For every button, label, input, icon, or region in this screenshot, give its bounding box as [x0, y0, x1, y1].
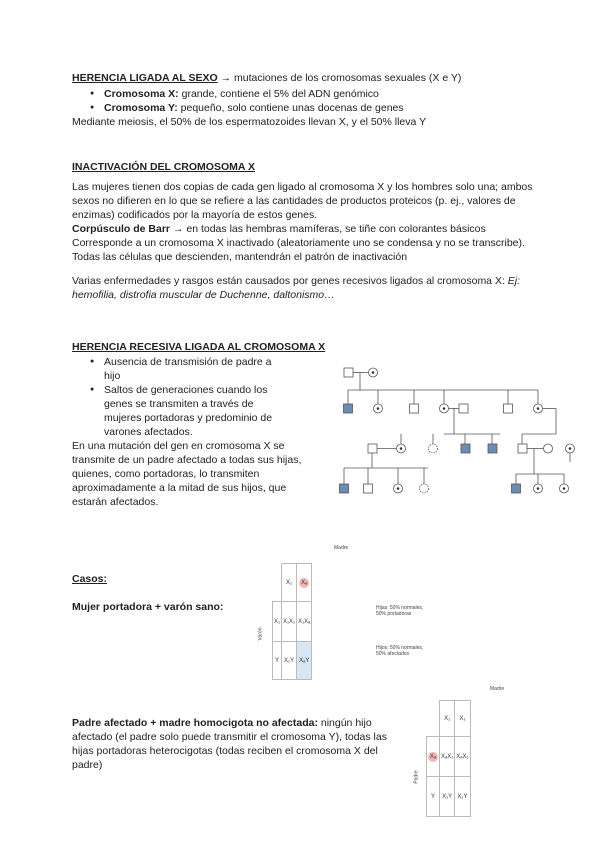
cell: X₁X₁ — [282, 602, 297, 642]
note-sons: Hijos: 50% normales, 50% afectados — [376, 645, 424, 657]
side-label: Padre — [413, 770, 420, 784]
female-symbol — [429, 444, 438, 453]
col-header: Xₐ — [297, 564, 312, 602]
list-item: ● Ausencia de transmisión de padre a hijo — [90, 355, 290, 383]
case2-paragraph: Padre afectado + madre homocigota no afectada: ningún hijo afectado (el padre solo puede transmitir el cromosoma Y), todas las hijas portadoras heterocigotas (todas reciben el cromosoma X del padre) — [72, 717, 387, 771]
recessive-paragraph: En una mutación del gen en cromosoma X se transmite de un padre afectado a todas sus hijas, quienes, como portadoras, lo transmiten aproximadamente a la mitad de sus hijos, que estarán afectados. — [72, 440, 302, 508]
list-item: ● Saltos de generaciones cuando los genes se transmiten a través de mujeres portadoras y predominio de varones afectados. — [90, 383, 290, 439]
section-recessive — [72, 340, 326, 509]
male-symbol — [504, 404, 513, 413]
heading-rest: → mutaciones de los cromosomas sexuales (X e Y) — [217, 72, 462, 84]
top-label: Madre — [334, 545, 349, 551]
male-symbol — [368, 444, 377, 453]
diseases-paragraph: Varias enfermedades y rasgos están causados por genes recesivos ligados al cromosoma X: Ej: hemofilia, distrofia muscular de Duchenne, daltonismo… — [72, 275, 521, 301]
meiosis-note: Mediante meiosis, el 50% de los espermatozoides llevan X, y el 50% lleva Y — [72, 116, 427, 128]
section-sex-linked — [72, 71, 542, 129]
female-symbol — [544, 444, 553, 453]
recessive-list — [90, 355, 290, 439]
punnett-table — [426, 700, 471, 817]
affected-male-symbol — [340, 484, 349, 493]
top-label: Madre — [490, 686, 505, 692]
section-x-inactivation — [72, 160, 542, 302]
case1-title: Mujer portadora + varón sano: — [72, 601, 224, 613]
male-symbol — [459, 404, 468, 413]
affected-male-symbol — [512, 484, 521, 493]
cell: X₁Xₐ — [297, 602, 312, 642]
affected-male-symbol — [488, 444, 497, 453]
list-item: ● Cromosoma X: grande, contiene el 5% del ADN genómico — [90, 87, 542, 101]
female-symbol — [420, 484, 429, 493]
pedigree-diagram — [338, 362, 578, 502]
cell: X₁Y — [282, 642, 297, 680]
affected-male-symbol — [461, 444, 470, 453]
heading-line — [72, 71, 542, 85]
row-header: Xₐ — [427, 737, 440, 777]
male-symbol — [410, 404, 419, 413]
side-label: Varón — [257, 627, 264, 641]
row-header: Y — [273, 642, 282, 680]
paragraph: Las mujeres tienen dos copias de cada gen ligado al cromosoma X y los hombres solo una; ambos sexos no difieren en lo que se refiere a las cantidades de productos proteicos (p. ej., valores de enzimas) codificados por la mayoría de estos genes. — [72, 181, 533, 221]
punnett-table — [272, 563, 312, 680]
heading-recessive: HERENCIA RECESIVA LIGADA AL CROMOSOMA X — [72, 341, 326, 353]
cell: X₁Y — [455, 777, 470, 817]
list-item: ● Cromosoma Y: pequeño, solo contiene unas docenas de genes — [90, 101, 542, 115]
barr-paragraph: Corpúsculo de Barr → en todas las hembras mamíferas, se tiñe con colorantes básicos Corresponde a un cromosoma X inactivado (aleatoriamente uno se condensa y no se transcribe). Todas las células que descienden, mantendrán el patrón de inactivación — [72, 223, 525, 263]
cell: XₐX₁ — [455, 737, 470, 777]
col-header: X₁ — [455, 701, 470, 737]
cases-heading: Casos: — [72, 573, 108, 585]
note-daughters: Hijas: 50% normales, 50% portadoras — [376, 605, 424, 617]
col-header: X₁ — [282, 564, 297, 602]
col-header: X₁ — [440, 701, 455, 737]
male-symbol — [344, 368, 353, 377]
cell: X₁Y — [440, 777, 455, 817]
heading-sex-linked: HERENCIA LIGADA AL SEXO — [72, 72, 218, 84]
male-symbol — [518, 444, 527, 453]
heading-x-inactivation: INACTIVACIÓN DEL CROMOSOMA X — [72, 161, 255, 173]
chromosome-list — [90, 87, 542, 115]
cell: XₐX₁ — [440, 737, 455, 777]
row-header: Y — [427, 777, 440, 817]
affected-male-symbol — [344, 404, 353, 413]
row-header: X₁ — [273, 602, 282, 642]
cell: XₐY — [297, 642, 312, 680]
male-symbol — [364, 484, 373, 493]
